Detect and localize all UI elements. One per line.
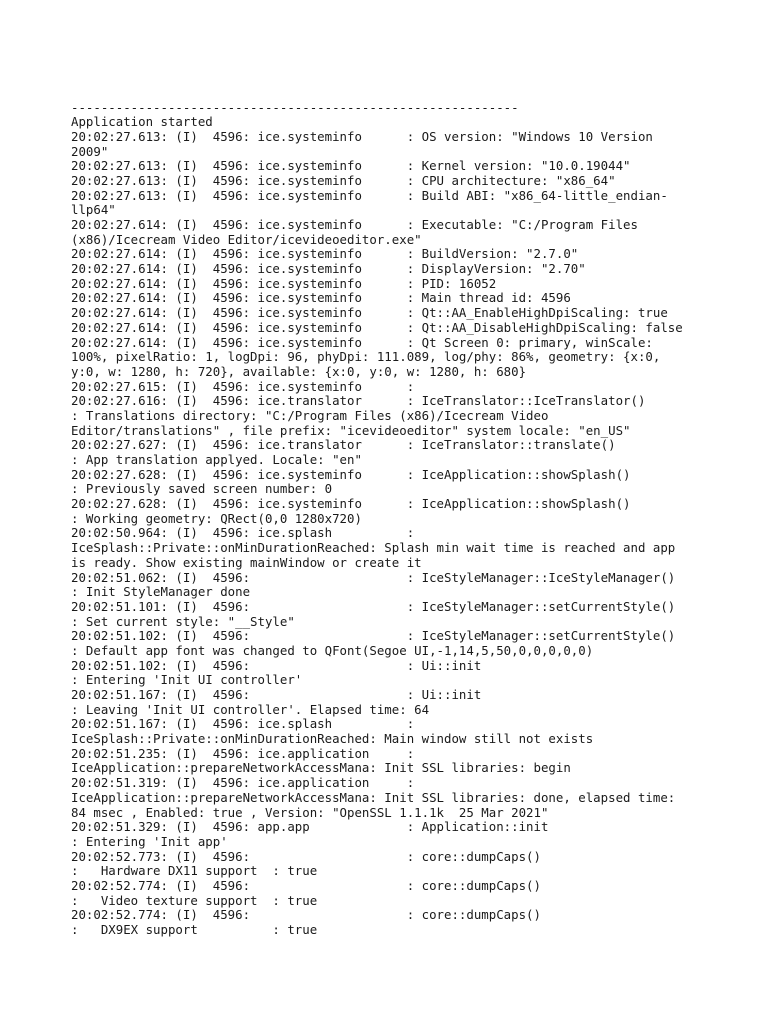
log-line: 20:02:51.319: (I) 4596: ice.application : bbox=[71, 775, 415, 791]
log-line: IceApplication::prepareNetworkAccessMana: Init SSL libraries: begin bbox=[71, 760, 571, 776]
log-line: 20:02:27.613: (I) 4596: ice.systeminfo : CPU architecture: "x86_64" bbox=[71, 172, 616, 188]
log-line: : App translation applyed. Locale: "en" bbox=[71, 452, 362, 467]
log-line: 2009" bbox=[71, 143, 109, 159]
log-line: 20:02:50.964: (I) 4596: ice.splash : bbox=[71, 525, 415, 541]
log-line: 20:02:51.167: (I) 4596: ice.splash : bbox=[71, 716, 415, 732]
log-line: : Set current style: "__Style" bbox=[71, 613, 295, 629]
log-line: 20:02:51.329: (I) 4596: app.app : Application::init bbox=[71, 819, 549, 835]
log-line: : Entering 'Init UI controller' bbox=[71, 672, 303, 688]
log-line: : Entering 'Init app' bbox=[71, 833, 228, 849]
log-line: 20:02:27.614: (I) 4596: ice.systeminfo : Main thread id: 4596 bbox=[71, 290, 571, 306]
log-line: y:0, w: 1280, h: 720}, available: {x:0, y:0, w: 1280, h: 680} bbox=[71, 363, 527, 379]
log-line: 20:02:52.773: (I) 4596: : core::dumpCaps() bbox=[71, 848, 541, 864]
log-line: 20:02:27.613: (I) 4596: ice.systeminfo : OS version: "Windows 10 Version bbox=[71, 128, 653, 144]
log-line: : Default app font was changed to QFont(Segoe UI,-1,14,5,50,0,0,0,0,0) bbox=[71, 642, 594, 658]
log-line: : Hardware DX11 support : true bbox=[71, 863, 318, 879]
log-line: 20:02:51.101: (I) 4596: : IceStyleManager::setCurrentStyle() bbox=[71, 598, 676, 614]
log-line: 20:02:27.613: (I) 4596: ice.systeminfo : Kernel version: "10.0.19044" bbox=[71, 158, 631, 174]
log-line: 20:02:27.614: (I) 4596: ice.systeminfo : Executable: "C:/Program Files bbox=[71, 217, 638, 232]
log-line: 20:02:27.614: (I) 4596: ice.systeminfo : DisplayVersion: "2.70" bbox=[71, 261, 586, 277]
log-text bbox=[71, 101, 691, 938]
log-line: Application started bbox=[71, 114, 213, 130]
log-line: 20:02:51.167: (I) 4596: : Ui::init bbox=[71, 687, 482, 702]
log-line: 20:02:27.615: (I) 4596: ice.systeminfo : bbox=[71, 378, 415, 394]
log-line: IceSplash::Private::onMinDurationReached: Splash min wait time is reached and app bbox=[71, 540, 676, 556]
log-line: 100%, pixelRatio: 1, logDpi: 96, phyDpi: 111.089, log/phy: 86%, geometry: {x:0, bbox=[71, 349, 661, 365]
log-line: 20:02:51.102: (I) 4596: : Ui::init bbox=[71, 657, 482, 673]
log-line: 20:02:52.774: (I) 4596: : core::dumpCaps() bbox=[71, 907, 541, 923]
log-line: 20:02:27.614: (I) 4596: ice.systeminfo : PID: 16052 bbox=[71, 275, 497, 291]
log-line: llp64" bbox=[71, 202, 116, 218]
log-line: : Leaving 'Init UI controller'. Elapsed time: 64 bbox=[71, 701, 430, 717]
log-line: IceApplication::prepareNetworkAccessMana: Init SSL libraries: done, elapsed time: bbox=[71, 789, 676, 805]
log-line: 20:02:27.614: (I) 4596: ice.systeminfo : Qt Screen 0: primary, winScale: bbox=[71, 334, 653, 350]
log-line: 20:02:51.102: (I) 4596: : IceStyleManager::setCurrentStyle() bbox=[71, 628, 676, 644]
log-line: (x86)/Icecream Video Editor/icevideoeditor.exe" bbox=[71, 231, 422, 247]
log-line: : Translations directory: "C:/Program Files (x86)/Icecream Video bbox=[71, 407, 549, 423]
log-line: 20:02:27.614: (I) 4596: ice.systeminfo : Qt::AA_DisableHighDpiScaling: false bbox=[71, 319, 683, 335]
log-line: : Previously saved screen number: 0 bbox=[71, 481, 333, 497]
log-line: ------------------------------------------------------------ bbox=[71, 99, 519, 115]
log-line: 20:02:27.614: (I) 4596: ice.systeminfo : Qt::AA_EnableHighDpiScaling: true bbox=[71, 305, 668, 321]
log-line: 20:02:51.235: (I) 4596: ice.application : bbox=[71, 745, 415, 761]
log-line: : DX9EX support : true bbox=[71, 922, 318, 937]
log-line: 20:02:27.613: (I) 4596: ice.systeminfo : Build ABI: "x86_64-little_endian- bbox=[71, 187, 668, 203]
log-line: 20:02:52.774: (I) 4596: : core::dumpCaps() bbox=[71, 877, 541, 893]
log-line: 20:02:51.062: (I) 4596: : IceStyleManager::IceStyleManager() bbox=[71, 569, 676, 585]
log-line: : Video texture support : true bbox=[71, 892, 318, 908]
log-line: is ready. Show existing mainWindow or create it bbox=[71, 554, 422, 570]
log-line: 20:02:27.614: (I) 4596: ice.systeminfo : BuildVersion: "2.7.0" bbox=[71, 246, 579, 262]
log-line: Editor/translations" , file prefix: "icevideoeditor" system locale: "en_US" bbox=[71, 422, 631, 438]
log-line: 84 msec , Enabled: true , Version: "OpenSSL 1.1.1k 25 Mar 2021" bbox=[71, 804, 549, 820]
log-line: 20:02:27.627: (I) 4596: ice.translator : IceTranslator::translate() bbox=[71, 437, 616, 453]
log-line: : Working geometry: QRect(0,0 1280x720) bbox=[71, 510, 362, 526]
log-line: : Init StyleManager done bbox=[71, 584, 251, 600]
log-line: 20:02:27.616: (I) 4596: ice.translator : IceTranslator::IceTranslator() bbox=[71, 393, 646, 409]
log-line: 20:02:27.628: (I) 4596: ice.systeminfo : IceApplication::showSplash() bbox=[71, 466, 631, 482]
log-line: IceSplash::Private::onMinDurationReached: Main window still not exists bbox=[71, 731, 594, 747]
log-line: 20:02:27.628: (I) 4596: ice.systeminfo : IceApplication::showSplash() bbox=[71, 496, 631, 512]
